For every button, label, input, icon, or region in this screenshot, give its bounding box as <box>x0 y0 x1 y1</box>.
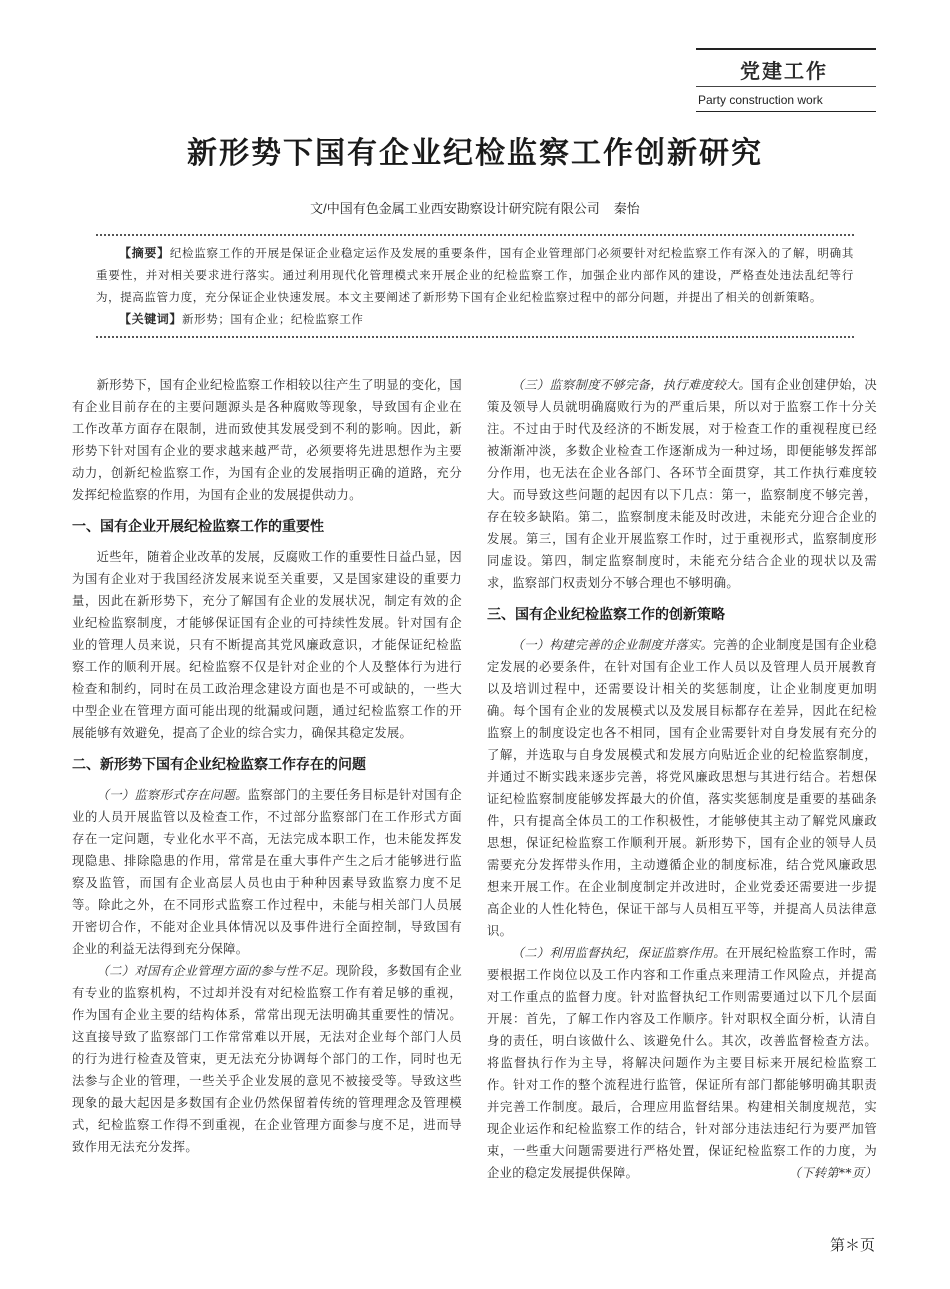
abstract-text: 纪检监察工作的开展是保证企业稳定运作及发展的重要条件，国有企业管理部门必须要针对纪检监察工作有深入的了解，明确其重要性，并对相关要求进行落实。通过利用现代化管理模式来开展企业的纪检监察工作，加强企业内部作风的建设，严格查处违法乱纪等行为，提高监管力度，充分保证企业快速发展。本文主要阐述了新形势下国有企业纪检监察过程中的部分问题，并提出了相关的创新策略。 <box>96 246 854 304</box>
abstract-bottom-rule <box>96 336 854 338</box>
byline-author: 秦怡 <box>613 201 640 216</box>
right-column <box>487 374 877 1184</box>
section-tag-bottom-rule <box>696 111 876 112</box>
section-heading-1: 一、国有企业开展纪检监察工作的重要性 <box>72 518 324 534</box>
continued-note: （下转第**页） <box>788 1166 877 1180</box>
abstract-top-rule <box>96 234 854 236</box>
abstract-label: 【摘要】 <box>119 246 170 260</box>
section-heading-3: 三、国有企业纪检监察工作的创新策略 <box>487 606 725 622</box>
paragraph-body: 现阶段，多数国有企业有专业的监察机构，不过却并没有对纪检监察工作有着足够的重视，作为国有企业主要的结构体系，常常出现无法明确其重要性的情况。这直接导致了监察部门工作常常难以开展，无法对企业每个部门人员的行为进行检查及管束，更无法充分协调每个部门的工作，同时也无法参与企业的管理，一些关乎企业发展的意见不被接受等。导致这些现象的最大起因是多数国有企业仍然保留着传统的管理理念及管理模式，纪检监察工作得不到重视，在企业管理方面参与度不足，进而导致作用无法充分发挥。 <box>72 964 462 1154</box>
paragraph-lead: （三）监察制度不够完备，执行难度较大。 <box>511 378 751 392</box>
paragraph-strategy-2 <box>487 942 877 1184</box>
paragraph-lead: （二）对国有企业管理方面的参与性不足。 <box>96 964 336 978</box>
paragraph-strategy-1 <box>487 634 877 942</box>
paragraph-body: 在开展纪检监察工作时，需要根据工作岗位以及工作内容和工作重点来理清工作风险点，并提高对工作重点的监督力度。针对监督执纪工作则需要通过以下几个层面开展：首先，了解工作内容及工作顺序。针对职权全面分析，认清自身的责任，明白该做什么、该避免什么。其次，改善监督检查方法。将监督执行作为主导，将解决问题作为主要目标来开展纪检监察工作。针对工作的整个流程进行监管，保证所有部门都能够明确其职责并完善工作制度。最后，合理应用监督结果。构建相关制度规范，实现企业运作和纪检监察工作的结合，针对部分违法违纪行为要严加管束，一些重大问题需要进行严格处置，保证纪检监察工作的力度，为企业的稳定发展提供保障。 <box>487 946 877 1180</box>
paragraph-problem-2 <box>72 960 462 1158</box>
intro-paragraph: 新形势下，国有企业纪检监察工作相较以往产生了明显的变化，国有企业目前存在的主要问题源头是各种腐败等现象，导致国有企业在工作改革方面存在限制，进而致使其发展受到不利的影响。因此，新形势下针对国有企业的要求越来越严苛，必须要将先进思想作为主要动力，创新纪检监察工作，为国有企业的发展指明正确的道路，充分发挥纪检监察的作用，为国有企业的发展提供动力。 <box>72 378 462 502</box>
page-number: 第＊页 <box>830 1237 876 1254</box>
paragraph-lead: （一）构建完善的企业制度并落实。 <box>511 638 714 652</box>
section-title-cn: 党建工作 <box>740 59 828 83</box>
section-heading-2: 二、新形势下国有企业纪检监察工作存在的问题 <box>72 756 366 772</box>
paragraph-problem-3 <box>487 374 877 594</box>
section-title-en: Party construction work <box>698 93 823 107</box>
paragraph-importance: 近些年，随着企业改革的发展，反腐败工作的重要性日益凸显，因为国有企业对于我国经济发展来说至关重要，又是国家建设的重要力量，因此在新形势下，充分了解国有企业的发展状况，制定有效的企业纪检监察制度，才能够保证国有企业的可持续性发展。针对国有企业的管理人员来说，只有不断提高其党风廉政意识，才能保证纪检监察工作的顺利开展。纪检监察不仅是针对企业的个人及整体行为进行检查和制约，同时在员工政治理念建设方面也是不可或缺的，一些大中型企业在管理方面可能出现的纰漏或问题，通过纪检监察工作的开展能够有效避免，提高了企业的综合实力，确保其稳定发展。 <box>72 550 462 740</box>
byline <box>0 198 950 217</box>
paragraph-body: 完善的企业制度是国有企业稳定发展的必要条件，在针对国有企业工作人员以及管理人员开展教育以及培训过程中，还需要设计相关的奖惩制度，让企业制度更加明确。每个国有企业的发展模式以及发展目标都存在差异，因此在纪检监察上的制度设定也各不相同，国有企业需要针对自身发展有充分的了解，并选取与自身发展模式和发展方向贴近企业的纪检监察制度，并通过不断实践来逐步完善，将党风廉政思想与其进行结合。若想保证纪检监察制度能够发挥最大的价值，落实奖惩制度是重要的基础条件，只有提高全体员工的工作积极性，才能够使其主动了解党风廉政思想，保证纪检监察工作顺利开展。新形势下，国有企业的领导人员需要充分发挥带头作用，主动遵循企业的制度标准，结合党风廉政思想来开展工作。在企业制度制定并改进时，企业党委还需要进一步提高企业的人性化特色，保证干部与人员相互平等，并提高人员法律意识。 <box>487 638 877 938</box>
byline-organization: 文/中国有色金属工业西安勘察设计研究院有限公司 <box>310 201 600 216</box>
paragraph-lead: （一）监察形式存在问题。 <box>96 788 248 802</box>
article-title: 新形势下国有企业纪检监察工作创新研究 <box>187 136 763 171</box>
keywords-text: 新形势；国有企业；纪检监察工作 <box>182 312 364 326</box>
section-tag <box>696 48 876 112</box>
paragraph-problem-1 <box>72 784 462 960</box>
paragraph-body: 监察部门的主要任务目标是针对国有企业的人员开展监管以及检查工作，不过部分监察部门在工作形式方面存在一定问题，专业化水平不高，无法完成本职工作，也未能发挥发现隐患、排除隐患的作用，常常是在重大事件产生之后才能够进行监察及监管，而国有企业高层人员也由于种种因素导致监察力度不足等。除此之外，在不同形式监察工作过程中，未能与相关部门人员展开密切合作，不能对企业具体情况以及事件进行全面控制，导致国有企业的利益无法得到充分保障。 <box>72 788 462 956</box>
paragraph-body: 国有企业创建伊始，决策及领导人员就明确腐败行为的严重后果，所以对于监察工作十分关注。不过由于时代及经济的不断发展，对于检查工作的重视程度已经被渐渐冲淡，多数企业检查工作逐渐成为一种过场，即便能够发挥部分作用，也无法在企业各部门、各环节全面贯穿，其工作执行难度较大。而导致这些问题的起因有以下几点：第一，监察制度不够完善，存在较多缺陷。第二，监察制度未能及时改进，未能充分迎合企业的发展。第三，国有企业开展监察工作时，过于重视形式，监察制度形同虚设。第四，制定监察制度时，未能充分结合企业的现状以及需求，监察部门权责划分不够合理也不够明确。 <box>487 378 877 590</box>
keywords-label: 【关键词】 <box>119 312 183 326</box>
keywords <box>96 308 854 330</box>
paragraph-lead: （二）利用监督执纪，保证监察作用。 <box>511 946 726 960</box>
abstract-box <box>96 234 854 338</box>
left-column <box>72 374 462 1158</box>
abstract <box>96 242 854 308</box>
